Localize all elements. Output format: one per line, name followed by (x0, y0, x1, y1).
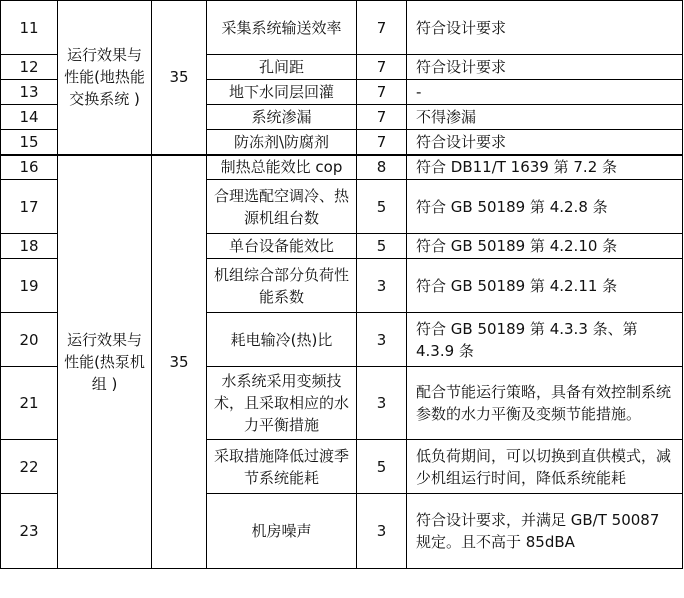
item-cell: 采取措施降低过渡季节系统能耗 (207, 440, 357, 494)
points-cell: 5 (357, 180, 407, 234)
item-cell: 水系统采用变频技术，且采取相应的水力平衡措施 (207, 367, 357, 440)
item-cell: 制热总能效比 cop (207, 155, 357, 180)
item-cell: 采集系统输送效率 (207, 1, 357, 55)
row-number: 19 (1, 259, 58, 313)
item-cell: 耗电输冷(热)比 (207, 313, 357, 367)
points-cell: 3 (357, 313, 407, 367)
requirement-cell: 符合 GB 50189 第 4.2.10 条 (407, 234, 683, 259)
points-cell: 3 (357, 259, 407, 313)
points-cell: 5 (357, 234, 407, 259)
points-cell: 3 (357, 494, 407, 569)
category-cell: 运行效果与性能(地热能交换系统 ) (58, 1, 152, 155)
item-cell: 孔间距 (207, 55, 357, 80)
score-cell: 35 (152, 1, 207, 155)
row-number: 16 (1, 155, 58, 180)
row-number: 15 (1, 130, 58, 155)
score-cell: 35 (152, 155, 207, 569)
item-cell: 单台设备能效比 (207, 234, 357, 259)
requirement-cell: 符合设计要求 (407, 130, 683, 155)
item-cell: 系统渗漏 (207, 105, 357, 130)
item-cell: 合理选配空调冷、热源机组台数 (207, 180, 357, 234)
requirement-cell: 配合节能运行策略，具备有效控制系统参数的水力平衡及变频节能措施。 (407, 367, 683, 440)
points-cell: 7 (357, 105, 407, 130)
requirement-cell: 符合设计要求 (407, 55, 683, 80)
points-cell: 8 (357, 155, 407, 180)
points-cell: 7 (357, 80, 407, 105)
item-cell: 机房噪声 (207, 494, 357, 569)
row-number: 21 (1, 367, 58, 440)
item-cell: 防冻剂\防腐剂 (207, 130, 357, 155)
requirement-cell: 符合 DB11/T 1639 第 7.2 条 (407, 155, 683, 180)
requirement-cell: 符合 GB 50189 第 4.2.11 条 (407, 259, 683, 313)
requirement-cell: 符合 GB 50189 第 4.2.8 条 (407, 180, 683, 234)
row-number: 13 (1, 80, 58, 105)
requirement-cell: - (407, 80, 683, 105)
requirement-cell: 符合 GB 50189 第 4.3.3 条、第 4.3.9 条 (407, 313, 683, 367)
item-cell: 地下水同层回灌 (207, 80, 357, 105)
points-cell: 7 (357, 130, 407, 155)
row-number: 22 (1, 440, 58, 494)
row-number: 12 (1, 55, 58, 80)
category-cell: 运行效果与性能(热泵机组 ) (58, 155, 152, 569)
table-row (1, 155, 683, 180)
points-cell: 7 (357, 1, 407, 55)
points-cell: 5 (357, 440, 407, 494)
points-cell: 7 (357, 55, 407, 80)
table-row (1, 1, 683, 55)
row-number: 23 (1, 494, 58, 569)
requirement-cell: 低负荷期间，可以切换到直供模式，减少机组运行时间，降低系统能耗 (407, 440, 683, 494)
requirement-cell: 符合设计要求，并满足 GB/T 50087 规定。且不高于 85dBA (407, 494, 683, 569)
requirement-cell: 不得渗漏 (407, 105, 683, 130)
requirement-cell: 符合设计要求 (407, 1, 683, 55)
row-number: 17 (1, 180, 58, 234)
row-number: 20 (1, 313, 58, 367)
item-cell: 机组综合部分负荷性能系数 (207, 259, 357, 313)
row-number: 18 (1, 234, 58, 259)
row-number: 11 (1, 1, 58, 55)
points-cell: 3 (357, 367, 407, 440)
row-number: 14 (1, 105, 58, 130)
